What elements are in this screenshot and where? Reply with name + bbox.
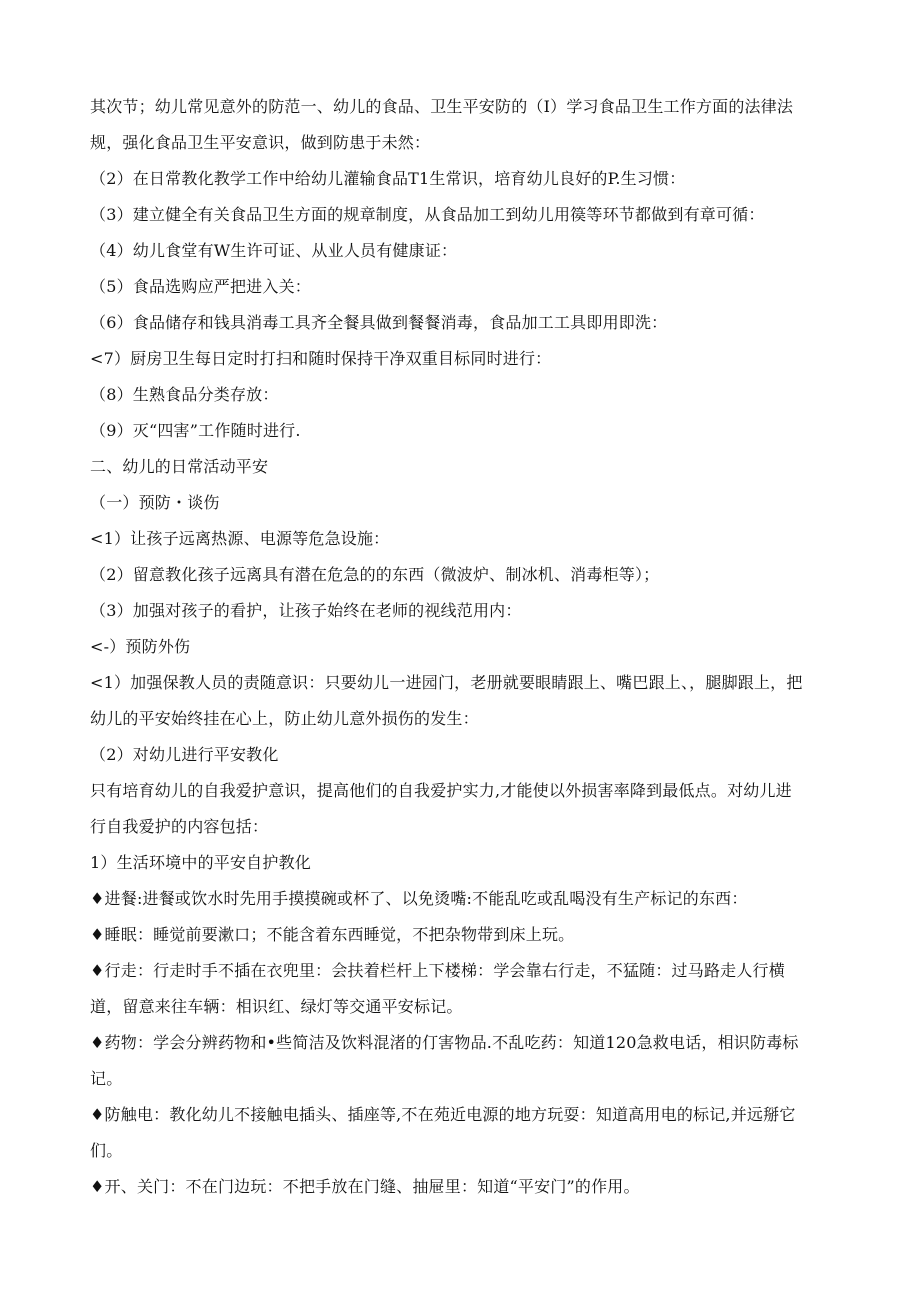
subsection-heading: <-）预防外伤 [90, 637, 191, 656]
bullet-line: ♦药物：学会分辨药物和•些简洁及饮料混渚的仃害物品.不乱吃药：知道120急救电话，相识防毒标 [90, 1033, 799, 1052]
text-line: （2）留意教化孩子远离具有潜在危急的的东西（微波炉、制冰机、消毒柜等）； [90, 565, 660, 584]
text-line: （2）在日常教化教学工作中给幼儿灌输食品T1生常识，培育幼儿良好的P.生习惯： [90, 169, 686, 188]
text-line: （2）对幼儿进行平安教化 [90, 745, 279, 764]
text-line: <1）让孩子远离热源、电源等危急设施： [90, 529, 390, 548]
text-line: （3）建立健全有关食品卫生方面的规章制度，从食品加工到幼儿用篌等环节都做到有章可循： [90, 205, 765, 224]
document-body [90, 91, 832, 1207]
text-line: （8）生熟食品分类存放： [90, 385, 279, 404]
text-line: <1）加强保教人员的责随意识：只要幼儿一进园门，老册就要眼睛跟上、嘴巴跟上、，腿脚跟上，把 [90, 673, 803, 692]
text-line: 幼儿的平安始终挂在心上，防止幼儿意外损伤的发生： [90, 709, 479, 728]
text-line: （5）食品选购应严把进入关： [90, 277, 311, 296]
text-line: 记。 [90, 1069, 123, 1088]
text-line: 规，强化食品卫生平安意识，做到防患于未然： [90, 133, 431, 152]
bullet-line: ♦进餐:进餐或饮水时先用手摸摸碗或杯了、以免烫嘴:不能乱吃或乱喝没有生产标记的东西： [90, 889, 748, 908]
bullet-line: ♦行走：行走时手不插在衣兜里：会扶着栏杆上下楼梯：学会靠右行走，不猛随：过马路走人行横 [90, 961, 785, 980]
subsection-heading: （一）预防・谈伤 [90, 493, 220, 512]
text-line: 只有培育幼儿的自我爱护意识，提高他们的自我爱护实力,才能使以外损害率降到最低点。对幼儿进 [90, 781, 792, 800]
section-heading: 二、幼儿的日常活动平安 [90, 457, 269, 476]
text-line: <7）厨房卫生每日定时打扫和随时保持干净双重目标同时进行： [90, 349, 552, 368]
text-line: （6）食品储存和钱具消毒工具齐全餐具做到餐餐消毒，食品加工工具即用即洗： [90, 313, 668, 332]
bullet-line: ♦睡眠：睡觉前要漱口；不能含着东西睡觉，不把杂物带到床上玩。 [90, 925, 575, 944]
text-line: 们。 [90, 1141, 123, 1160]
text-line: （4）幼儿食堂有W生许可证、从业人员有健康证： [90, 241, 458, 260]
text-line: 其次节；幼儿常见意外的防范一、幼儿的食品、卫生平安防的（I）学习食品卫生工作方面的法律法 [90, 97, 794, 116]
text-line: 1）生活环境中的平安自护教化 [90, 853, 311, 872]
text-line: （3）加强对孩子的看护，让孩子始终在老师的视线范用内： [90, 601, 522, 620]
bullet-line: ♦开、关门：不在门边玩：不把手放在门缝、抽屉里：知道“平安门”的作用。 [90, 1177, 640, 1196]
text-line: 行自我爱护的内容包括： [90, 817, 269, 836]
bullet-line: ♦防触电：教化幼儿不接触电插头、插座等,不在苑近电源的地方玩耍：知道高用电的标记,并远掰它 [90, 1105, 796, 1124]
text-line: （9）灭“四害”工作随时进行. [90, 421, 301, 440]
text-line: 道，留意来往车辆：相识红、绿灯等交通平安标记。 [90, 997, 463, 1016]
